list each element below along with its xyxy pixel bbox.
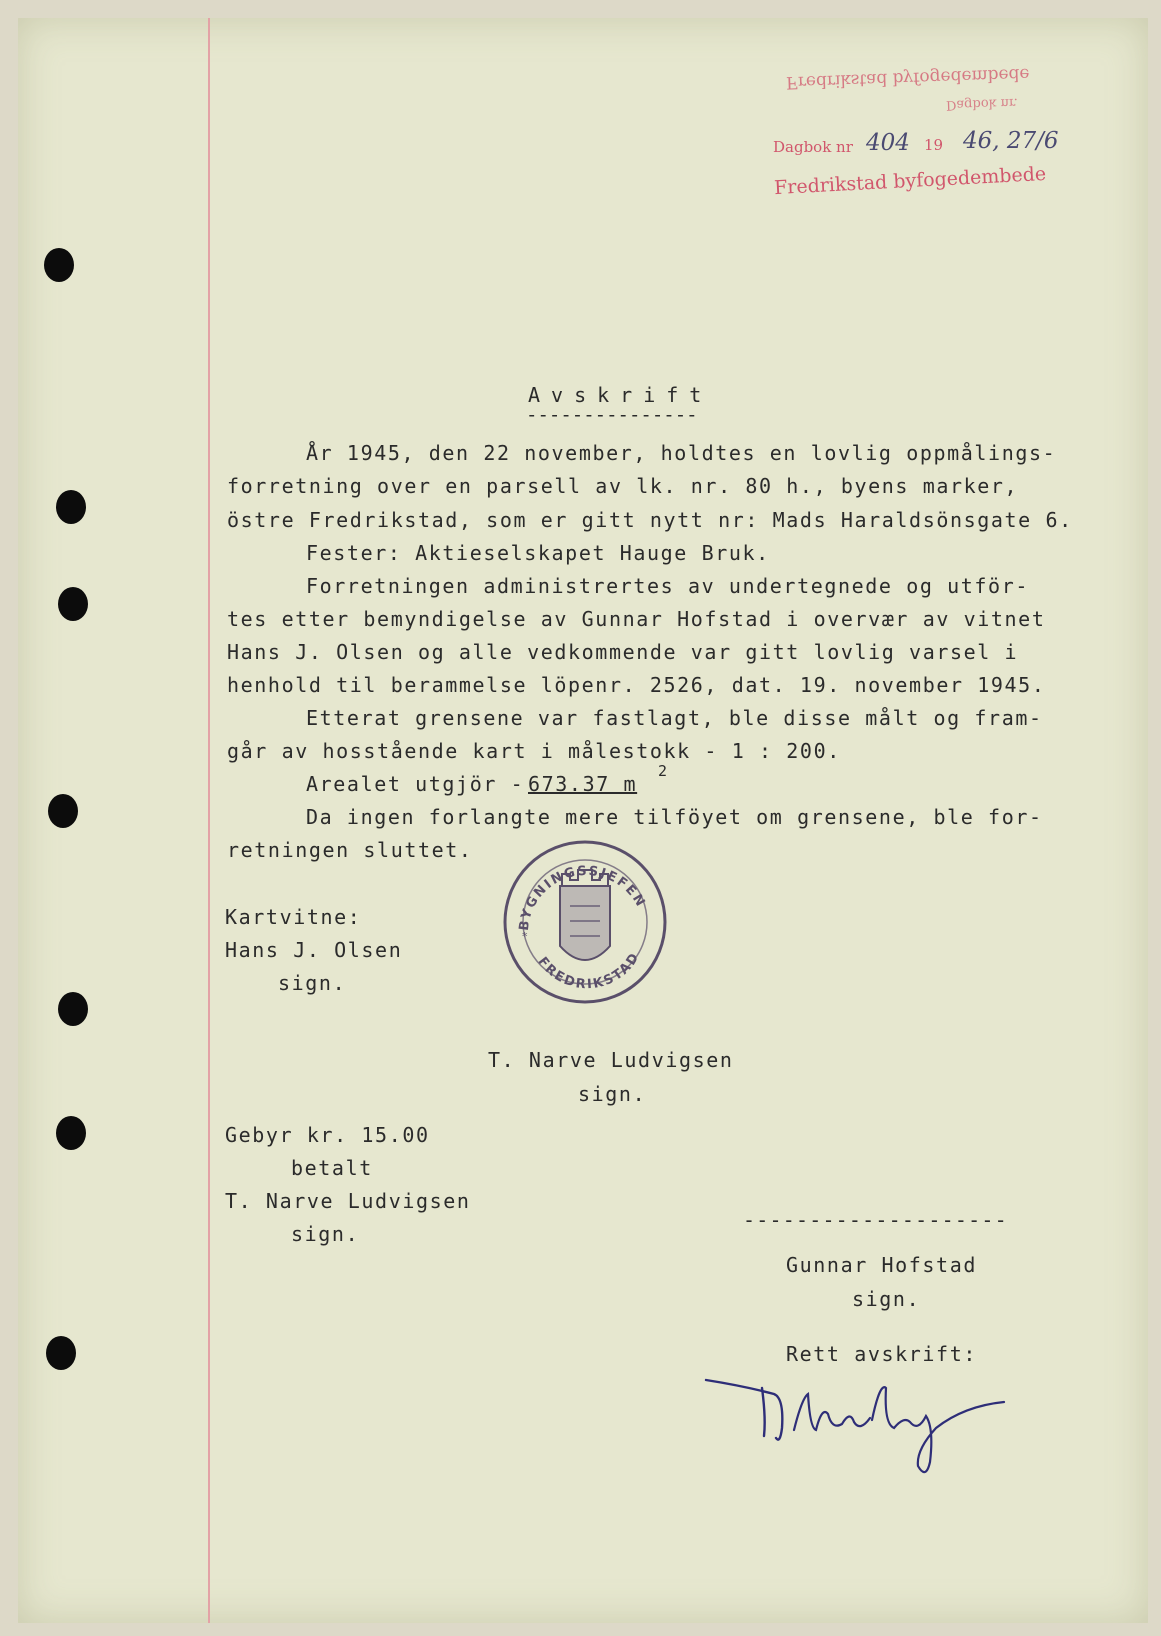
punch-hole [58, 992, 88, 1026]
punch-hole [58, 587, 88, 621]
body-line: forretning over en parsell av lk. nr. 80 h., byens marker, [227, 474, 1019, 498]
heading-underline: --------------- [526, 404, 698, 426]
punch-hole [46, 1336, 76, 1370]
document-page [18, 18, 1148, 1623]
stamp-year-date: 46, 27/6 [963, 128, 1059, 154]
seal-top-text: BYGNINGSSJEFEN [516, 863, 649, 932]
stamp-year-label: 19 [924, 136, 944, 154]
stamp-dagbok-number: 404 [866, 130, 910, 156]
stamp-dagbok-label: Dagbok nr [773, 138, 853, 156]
coat-of-arms-icon [560, 870, 610, 960]
body-line: tes etter bemyndigelse av Gunnar Hofstad i overvær av vitnet [227, 607, 1046, 631]
punch-hole [44, 248, 74, 282]
authority-name: Gunnar Hofstad [786, 1253, 977, 1277]
stamp-mirrored-line: Fredrikstad byfogedembede [785, 63, 1030, 93]
body-line: henhold til berammelse löpenr. 2526, dat. 19. november 1945. [227, 673, 1046, 697]
surveyor-sign: sign. [578, 1082, 647, 1106]
body-line: Forretningen administrertes av undertegnede og utför- [306, 574, 1029, 598]
surveyor-name: T. Narve Ludvigsen [488, 1048, 734, 1072]
witness-label: Kartvitne: [225, 905, 362, 929]
seal-bottom-text: FREDRIKSTAD [534, 949, 644, 993]
punch-hole [56, 490, 86, 524]
body-line: Arealet utgjör - [306, 772, 538, 796]
body-line: Fester: Aktieselskapet Hauge Bruk. [306, 541, 770, 565]
svg-text:*: * [522, 930, 528, 943]
fee-signer: T. Narve Ludvigsen [225, 1189, 471, 1213]
handwritten-signature [704, 1358, 1024, 1478]
fee-amount: Gebyr kr. 15.00 [225, 1123, 430, 1147]
fee-sign: sign. [291, 1222, 360, 1246]
body-line: År 1945, den 22 november, holdtes en lovlig oppmålings- [306, 441, 1057, 465]
punch-hole [56, 1116, 86, 1150]
punch-hole [48, 794, 78, 828]
margin-line [208, 18, 210, 1623]
stamp-court-name: Fredrikstad byfogedembede [773, 162, 1047, 200]
body-line: Hans J. Olsen og alle vedkommende var gitt lovlig varsel i [227, 640, 1019, 664]
area-superscript: 2 [658, 762, 669, 780]
witness-sign: sign. [278, 971, 347, 995]
fee-paid: betalt [291, 1156, 373, 1180]
witness-name: Hans J. Olsen [225, 938, 403, 962]
signature-dashes: -------------------- [743, 1208, 1008, 1232]
body-line: Etterat grensene var fastlagt, ble disse målt og fram- [306, 706, 1043, 730]
certified-copy-label: Rett avskrift: [786, 1342, 977, 1366]
body-line: Da ingen forlangte mere tilföyet om grensene, ble for- [306, 805, 1043, 829]
stamp-mirrored-line-2: Dagbok nr. [945, 94, 1019, 113]
municipal-seal [500, 836, 670, 1006]
area-value: 673.37 m [528, 772, 638, 796]
body-line: retningen sluttet. [227, 838, 473, 862]
authority-sign: sign. [852, 1287, 921, 1311]
body-line: går av hosstående kart i målestokk - 1 : 200. [227, 739, 841, 763]
document-heading: Avskrift [528, 383, 713, 407]
body-line: östre Fredrikstad, som er gitt nytt nr: Mads Haraldsönsgate 6. [227, 508, 1073, 532]
